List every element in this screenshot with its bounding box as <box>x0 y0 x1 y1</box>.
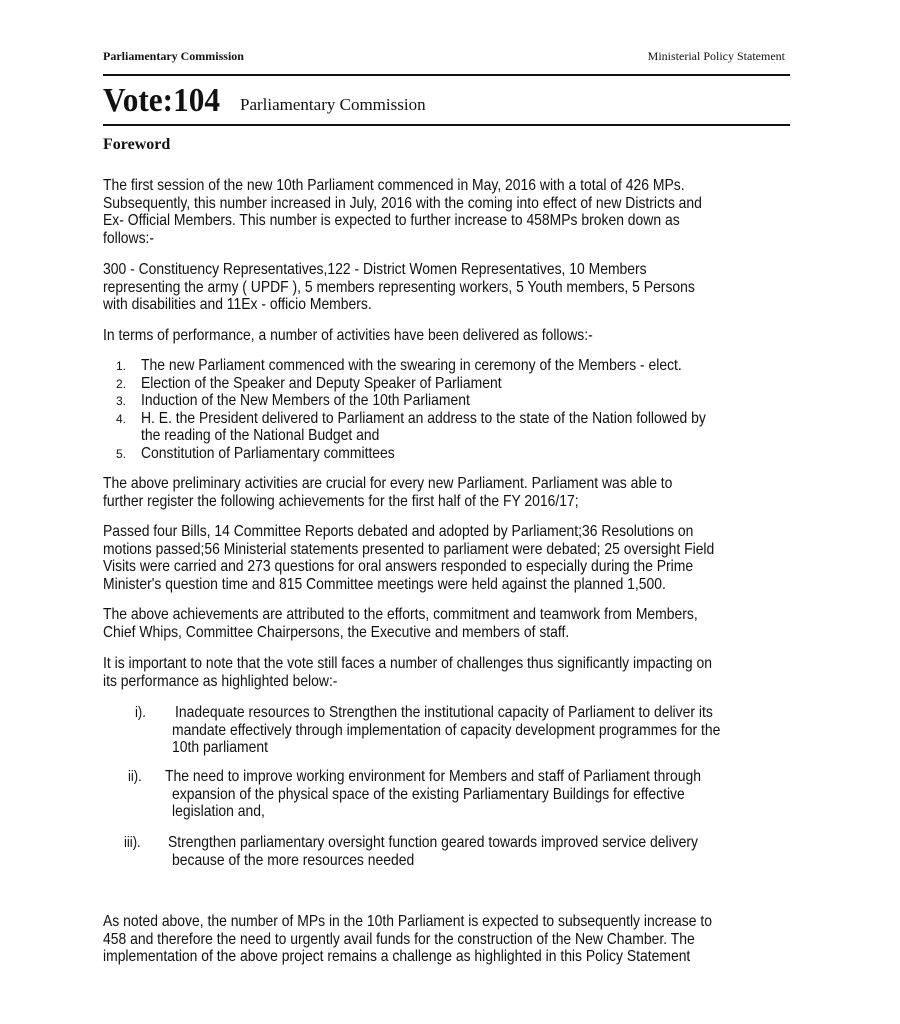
paragraph-line: 458 and therefore the need to urgently avail funds for the construction of the New Chamber. The <box>103 930 695 948</box>
header-right: Ministerial Policy Statement <box>647 49 785 63</box>
list-item-line: Election of the Speaker and Deputy Speaker of Parliament <box>141 374 502 392</box>
list-number: 3. <box>116 394 127 408</box>
list-item-line: Induction of the New Members of the 10th Parliament <box>141 392 470 409</box>
paragraph-line: Minister's question time and 815 Committee meetings were held against the planned 1,500. <box>103 575 666 593</box>
paragraph-line: 300 - Constituency Representatives,122 - District Women Representatives, 10 Members <box>103 261 647 278</box>
paragraph-line: The above preliminary activities are crucial for every new Parliament. Parliament was able to <box>103 475 673 492</box>
paragraph-line: Subsequently, this number increased in July, 2016 with the coming into effect of new Districts and <box>103 194 702 212</box>
challenge-line: The need to improve working environment for Members and staff of Parliament through <box>165 768 701 785</box>
vote-number: Vote:104 <box>103 82 220 119</box>
title-rule <box>103 124 790 126</box>
paragraph-line: It is important to note that the vote still faces a number of challenges thus significantly impacting on <box>103 655 712 672</box>
paragraph-line: implementation of the above project remains a challenge as highlighted in this Policy Statement <box>103 948 691 965</box>
list-number: 1. <box>116 359 127 373</box>
list-item-line: The new Parliament commenced with the swearing in ceremony of the Members - elect. <box>141 357 682 374</box>
list-item-line: H. E. the President delivered to Parliament an address to the state of the Nation followed by <box>141 409 706 427</box>
challenge-line: legislation and, <box>172 803 265 820</box>
header-left: Parliamentary Commission <box>103 49 244 63</box>
paragraph-line: representing the army ( UPDF ), 5 members representing workers, 5 Youth members, 5 Persons <box>103 278 695 296</box>
paragraph-line: The first session of the new 10th Parliament commenced in May, 2016 with a total of 426 MPs. <box>103 177 685 194</box>
paragraph-line: further register the following achievements for the first half of the FY 2016/17; <box>103 492 579 510</box>
paragraph-line: In terms of performance, a number of activities have been delivered as follows:- <box>103 327 593 344</box>
list-number: 4. <box>116 411 127 426</box>
challenge-line: Inadequate resources to Strengthen the institutional capacity of Parliament to deliver its <box>175 704 713 721</box>
challenge-number: iii). <box>124 834 141 851</box>
paragraph-line: Chief Whips, Committee Chairpersons, the Executive and members of staff. <box>103 623 570 641</box>
list-item-line: the reading of the National Budget and <box>141 427 380 444</box>
paragraph-line: Passed four Bills, 14 Committee Reports debated and adopted by Parliament;36 Resolutions on <box>103 523 694 540</box>
paragraph-line: with disabilities and 11Ex - officio Members. <box>103 296 372 313</box>
paragraph-line: The above achievements are attributed to the efforts, commitment and teamwork from Members, <box>103 606 698 623</box>
paragraph-line: its performance as highlighted below:- <box>103 672 338 690</box>
challenge-line: mandate effectively through implementation of capacity development programmes for the <box>172 721 721 739</box>
section-title: Foreword <box>103 136 171 153</box>
vote-title: Parliamentary Commission <box>240 95 426 114</box>
challenge-line: because of the more resources needed <box>172 851 415 869</box>
challenge-number: i). <box>135 704 146 721</box>
challenge-line: Strengthen parliamentary oversight function geared towards improved service delivery <box>168 834 699 851</box>
list-number: 5. <box>116 446 127 461</box>
challenge-number: ii). <box>128 768 142 785</box>
paragraph-line: follows:- <box>103 229 155 247</box>
list-number: 2. <box>116 376 127 391</box>
header-rule <box>103 74 790 76</box>
paragraph-line: Ex- Official Members. This number is expected to further increase to 458MPs broken down as <box>103 212 680 229</box>
paragraph-line: Visits were carried and 273 questions for oral answers responded to especially during the Prime <box>103 558 694 575</box>
paragraph-line: motions passed;56 Ministerial statements presented to parliament were debated; 25 oversight Field <box>103 540 715 558</box>
paragraph-line: As noted above, the number of MPs in the 10th Parliament is expected to subsequently increase to <box>103 913 712 930</box>
list-item-line: Constitution of Parliamentary committees <box>141 444 395 462</box>
challenge-line: expansion of the physical space of the existing Parliamentary Buildings for effective <box>172 785 685 803</box>
challenge-line: 10th parliament <box>172 739 268 756</box>
